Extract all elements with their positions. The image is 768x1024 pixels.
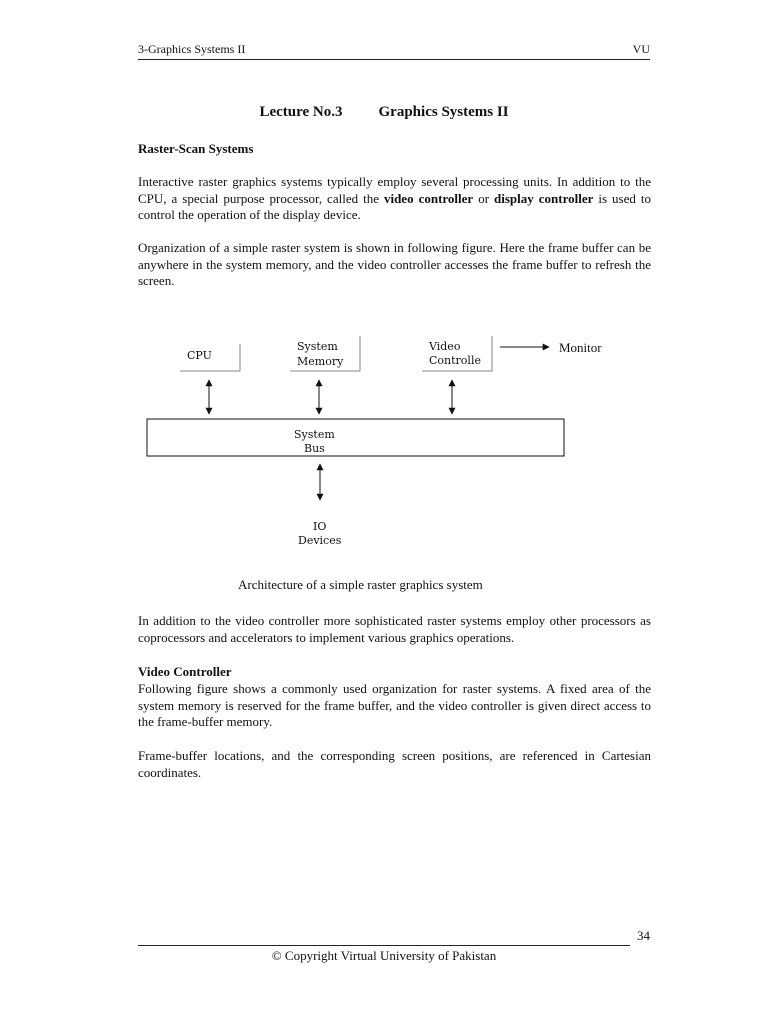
copyright-notice: © Copyright Virtual University of Pakistan bbox=[271, 948, 497, 963]
header-rule bbox=[138, 59, 650, 60]
paragraph-text: Interactive raster graphics systems typically employ several processing units. In addition to the CPU, a special purpose processor, called the bbox=[138, 174, 651, 206]
lecture-title bbox=[0, 104, 768, 121]
cpu-box bbox=[180, 344, 240, 371]
term-display-controller: display controller bbox=[494, 190, 594, 206]
lecture-number: Lecture No.3 bbox=[259, 104, 343, 120]
paragraph-frame-buffer: Frame-buffer locations, and the corresponding screen positions, are referenced in Cartesian coordinates. bbox=[138, 748, 651, 780]
system-memory-box bbox=[290, 336, 360, 371]
memory-label-line2: Memory bbox=[297, 355, 344, 368]
paragraph-text: or bbox=[473, 190, 495, 206]
lecture-topic: Graphics Systems II bbox=[378, 104, 509, 120]
io-label-line1: IO bbox=[313, 520, 327, 533]
footer-rule bbox=[138, 945, 630, 946]
bus-label-line2: Bus bbox=[304, 442, 325, 455]
paragraph-text: is used to control the operation of the display device. bbox=[138, 190, 651, 223]
paragraph-video-controller: Following figure shows a commonly used organization for raster systems. A fixed area of the system memory is reserved for the frame buffer, and the video controller is given direct access to the frame-buffer memory. bbox=[138, 681, 651, 730]
cpu-label: CPU bbox=[187, 349, 212, 362]
paragraph-intro bbox=[138, 174, 651, 224]
section-heading-video-controller: Video Controller bbox=[138, 664, 232, 679]
memory-label-line1: System bbox=[297, 340, 338, 353]
section-heading-raster-scan: Raster-Scan Systems bbox=[138, 141, 254, 156]
io-label-line2: Devices bbox=[298, 534, 342, 547]
video-controller-box bbox=[422, 336, 492, 371]
video-controller-label-line2: Controlle bbox=[429, 354, 481, 367]
system-bus-box bbox=[147, 419, 564, 456]
page-number: 34 bbox=[637, 928, 650, 943]
running-header-title: 3-Graphics Systems II bbox=[138, 42, 246, 56]
term-video-controller: video controller bbox=[383, 190, 474, 206]
figure-caption: Architecture of a simple raster graphics system bbox=[238, 577, 483, 592]
monitor-label: Monitor bbox=[559, 340, 602, 355]
paragraph-coprocessors: In addition to the video controller more sophisticated raster systems employ other processors as coprocessors and accelerators to implement various graphics operations. bbox=[138, 613, 651, 645]
video-controller-label-line1: Video bbox=[429, 340, 461, 353]
bus-label-line1: System bbox=[294, 428, 335, 441]
running-header-vu: VU bbox=[632, 42, 650, 56]
paragraph-organization: Organization of a simple raster system is shown in following figure. Here the frame buffer can be anywhere in the system memory, and the video controller accesses the frame buffer to refresh the screen. bbox=[138, 240, 651, 289]
